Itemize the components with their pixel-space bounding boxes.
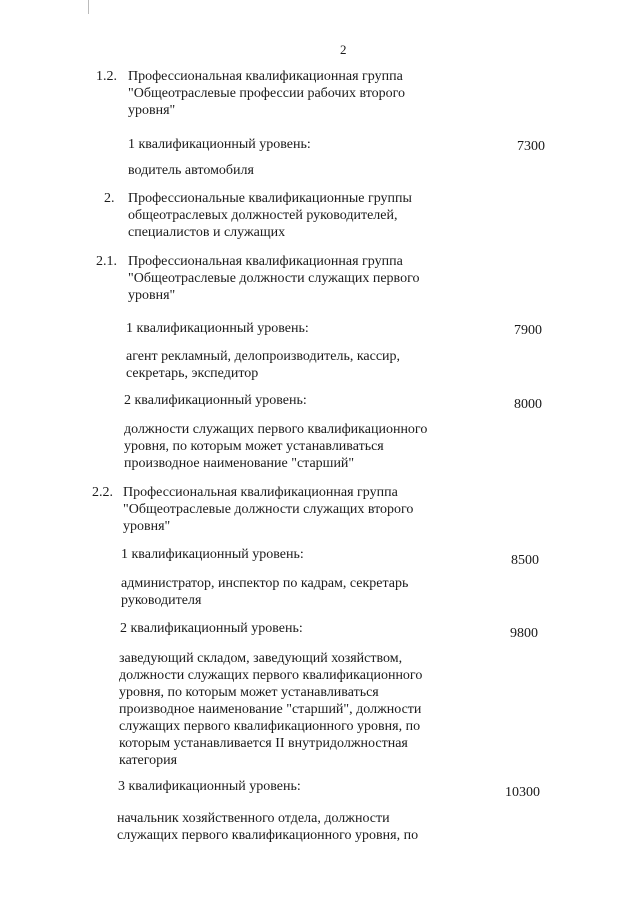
level-value: 8000 [514, 397, 542, 412]
page-number: 2 [340, 42, 347, 57]
section-number: 1.2. [96, 69, 117, 84]
level-description: администратор, инспектор по кадрам, секретарь руководителя [121, 576, 409, 608]
level-label: 2 квалификационный уровень: [124, 393, 307, 408]
level-description: водитель автомобиля [128, 163, 254, 178]
section-title: Профессиональная квалификационная группа "Общеотраслевые профессии рабочих второго уровня" [128, 69, 406, 118]
level-label: 1 квалификационный уровень: [128, 137, 311, 152]
level-value: 10300 [505, 785, 540, 800]
level-description: должности служащих первого квалификационного уровня, по которым может устанавливаться производное наименование "старший" [124, 422, 428, 471]
section-title: Профессиональная квалификационная группа "Общеотраслевые должности служащих второго уровня" [123, 485, 414, 534]
section-title: Профессиональная квалификационная группа "Общеотраслевые должности служащих первого уровня" [128, 254, 420, 303]
level-value: 9800 [510, 626, 538, 641]
level-value: 7900 [514, 323, 542, 338]
level-description: начальник хозяйственного отдела, должности служащих первого квалификационного уровня, по [117, 811, 419, 843]
section-number: 2.1. [96, 254, 117, 269]
level-label: 1 квалификационный уровень: [126, 321, 309, 336]
section-title: Профессиональные квалификационные группы общеотраслевых должностей руководителей, специалистов и служащих [128, 191, 412, 240]
level-description: заведующий складом, заведующий хозяйством, должности служащих первого квалификационного уровня, по которым может устанавливаться производное наименование "старший", должности служащих первого квалификационного уровня, по которым устанавливается II внутридолжностная категория [119, 651, 423, 768]
scan-mark [88, 0, 89, 14]
section-number: 2.2. [92, 485, 113, 500]
level-label: 2 квалификационный уровень: [120, 621, 303, 636]
level-label: 1 квалификационный уровень: [121, 547, 304, 562]
level-value: 8500 [511, 553, 539, 568]
level-label: 3 квалификационный уровень: [118, 779, 301, 794]
level-description: агент рекламный, делопроизводитель, кассир, секретарь, экспедитор [126, 349, 401, 381]
section-number: 2. [104, 191, 115, 206]
level-value: 7300 [517, 139, 545, 154]
